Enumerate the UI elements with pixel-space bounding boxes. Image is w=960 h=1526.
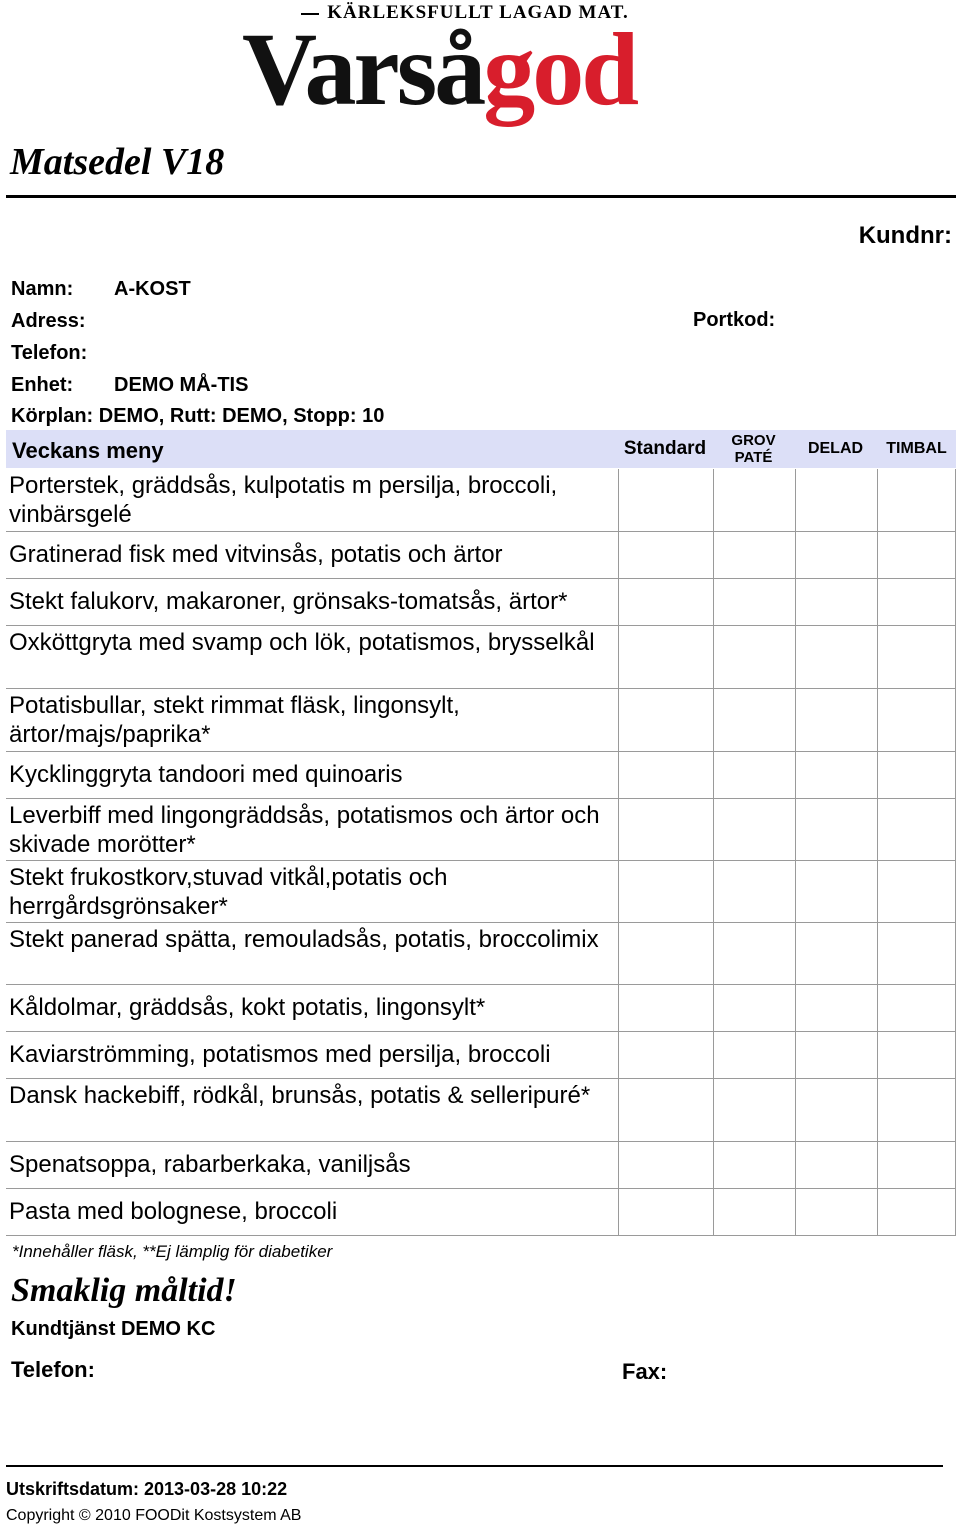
checkbox-timbal[interactable] [877, 861, 878, 922]
menu-row [6, 626, 956, 689]
checkbox-grov-pate[interactable] [713, 469, 714, 531]
menu-item: Spenatsoppa, rabarberkaka, vaniljsås [9, 1151, 411, 1178]
checkbox-delad[interactable] [795, 469, 796, 531]
logo-wordmark: Varsågod [242, 12, 637, 127]
checkbox-grov-pate[interactable] [713, 626, 714, 688]
checkbox-standard[interactable] [618, 626, 619, 688]
menu-row [6, 1189, 956, 1236]
namn-label: Namn: [11, 278, 74, 300]
checkbox-delad[interactable] [795, 799, 796, 860]
checkbox-delad[interactable] [795, 579, 796, 625]
portkod-label: Portkod: [693, 309, 776, 331]
menu-item: Porterstek, gräddsås, kulpotatis m persilja, broccoli, vinbärsgelé [9, 472, 558, 528]
checkbox-delad[interactable] [795, 532, 796, 578]
checkbox-standard[interactable] [618, 1189, 619, 1235]
column-pate: PATÉ [734, 449, 773, 466]
enhet-label: Enhet: [11, 374, 74, 396]
adress-row [11, 310, 85, 333]
menu-item: Stekt panerad spätta, remouladsås, potatis, broccolimix [9, 926, 599, 953]
footer-divider [6, 1465, 943, 1467]
korplan-row: Körplan: DEMO, Rutt: DEMO, Stopp: 10 [11, 405, 385, 427]
checkbox-grov-pate[interactable] [713, 752, 714, 798]
checkbox-grov-pate[interactable] [713, 985, 714, 1031]
checkbox-delad[interactable] [795, 1079, 796, 1141]
checkbox-delad[interactable] [795, 1189, 796, 1235]
menu-item: Stekt falukorv, makaroner, grönsaks-tomatsås, ärtor* [9, 588, 568, 615]
menu-row [6, 1079, 956, 1142]
menu-row [6, 1032, 956, 1079]
telefon-row [11, 342, 87, 365]
checkbox-standard[interactable] [618, 689, 619, 751]
checkbox-standard[interactable] [618, 799, 619, 860]
kundnr-label: Kundnr: [858, 222, 952, 249]
menu-row [6, 861, 956, 923]
checkbox-timbal[interactable] [877, 752, 878, 798]
footnote: *Innehåller fläsk, **Ej lämplig för diabetiker [12, 1242, 333, 1261]
checkbox-timbal[interactable] [877, 579, 878, 625]
checkbox-timbal[interactable] [877, 532, 878, 578]
checkbox-grov-pate[interactable] [713, 1032, 714, 1078]
checkbox-grov-pate[interactable] [713, 1142, 714, 1188]
checkbox-timbal[interactable] [877, 626, 878, 688]
column-grov-pate [713, 430, 794, 468]
menu-header [6, 430, 956, 468]
checkbox-grov-pate[interactable] [713, 861, 714, 922]
menu-row [6, 1142, 956, 1189]
menu-row [6, 752, 956, 799]
menu-item: Stekt frukostkorv,stuvad vitkål,potatis och herrgårdsgrönsaker* [9, 864, 448, 920]
checkbox-delad[interactable] [795, 861, 796, 922]
checkbox-grov-pate[interactable] [713, 1189, 714, 1235]
menu-row [6, 579, 956, 626]
header-divider [6, 195, 956, 198]
checkbox-delad[interactable] [795, 752, 796, 798]
checkbox-grov-pate[interactable] [713, 799, 714, 860]
checkbox-standard[interactable] [618, 861, 619, 922]
checkbox-grov-pate[interactable] [713, 1079, 714, 1141]
checkbox-standard[interactable] [618, 923, 619, 984]
menu-item: Gratinerad fisk med vitvinsås, potatis och ärtor [9, 541, 503, 568]
checkbox-timbal[interactable] [877, 469, 878, 531]
checkbox-grov-pate[interactable] [713, 689, 714, 751]
menu-item: Potatisbullar, stekt rimmat fläsk, lingonsylt, ärtor/majs/paprika* [9, 692, 460, 748]
print-date: Utskriftsdatum: 2013-03-28 10:22 [6, 1479, 288, 1499]
menu-item: Kaviarströmming, potatismos med persilja, broccoli [9, 1041, 551, 1068]
namn-row [11, 278, 191, 301]
smaklig-maltid: Smaklig måltid! [11, 1272, 237, 1309]
checkbox-standard[interactable] [618, 1142, 619, 1188]
menu-row [6, 469, 956, 532]
menu-row [6, 799, 956, 861]
checkbox-standard[interactable] [618, 752, 619, 798]
checkbox-standard[interactable] [618, 985, 619, 1031]
column-timbal: TIMBAL [886, 440, 947, 457]
checkbox-delad[interactable] [795, 1142, 796, 1188]
telefon-label: Telefon: [11, 342, 88, 364]
checkbox-delad[interactable] [795, 985, 796, 1031]
enhet-value: DEMO MÅ-TIS [114, 374, 249, 396]
checkbox-grov-pate[interactable] [713, 532, 714, 578]
checkbox-delad[interactable] [795, 689, 796, 751]
checkbox-standard[interactable] [618, 1079, 619, 1141]
checkbox-timbal[interactable] [877, 985, 878, 1031]
copyright: Copyright © 2010 FOODit Kostsystem AB [6, 1507, 302, 1524]
column-delad: DELAD [807, 440, 864, 457]
column-grov: GROV [731, 432, 776, 449]
checkbox-timbal[interactable] [877, 799, 878, 860]
checkbox-standard[interactable] [618, 579, 619, 625]
kundtjanst-label: Kundtjänst DEMO KC [11, 1318, 216, 1340]
checkbox-timbal[interactable] [877, 923, 878, 984]
menu-row [6, 532, 956, 579]
checkbox-delad[interactable] [795, 626, 796, 688]
checkbox-timbal[interactable] [877, 1142, 878, 1188]
enhet-row [11, 374, 249, 397]
checkbox-grov-pate[interactable] [713, 923, 714, 984]
menu-item: Dansk hackebiff, rödkål, brunsås, potatis & selleripuré* [9, 1082, 591, 1109]
logo-tagline: KÄRLEKSFULLT LAGAD MAT. [240, 2, 690, 24]
checkbox-grov-pate[interactable] [713, 579, 714, 625]
varsagod-logo [240, 0, 690, 140]
checkbox-standard[interactable] [618, 532, 619, 578]
checkbox-timbal[interactable] [877, 689, 878, 751]
checkbox-delad[interactable] [795, 1032, 796, 1078]
menu-item: Oxköttgryta med svamp och lök, potatismos, brysselkål [9, 629, 595, 656]
adress-label: Adress: [11, 310, 86, 332]
namn-value: A-KOST [114, 278, 191, 300]
menu-row [6, 985, 956, 1032]
checkbox-standard[interactable] [618, 1032, 619, 1078]
contact-fax-label: Fax: [622, 1359, 668, 1384]
menu-item: Kycklinggryta tandoori med quinoaris [9, 761, 403, 788]
column-standard: Standard [623, 438, 707, 459]
page-title: Matsedel V18 [10, 141, 225, 183]
checkbox-delad[interactable] [795, 923, 796, 984]
menu-item: Kåldolmar, gräddsås, kokt potatis, lingonsylt* [9, 994, 486, 1021]
menu-row [6, 689, 956, 752]
contact-telefon-label: Telefon: [11, 1357, 95, 1382]
menu-item: Pasta med bolognese, broccoli [9, 1198, 338, 1225]
menu-item: Leverbiff med lingongräddsås, potatismos och ärtor och skivade morötter* [9, 802, 600, 858]
menu-row [6, 923, 956, 985]
checkbox-timbal[interactable] [877, 1189, 878, 1235]
checkbox-timbal[interactable] [877, 1032, 878, 1078]
checkbox-standard[interactable] [618, 469, 619, 531]
checkbox-timbal[interactable] [877, 1079, 878, 1141]
menu-title: Veckans meny [12, 438, 164, 463]
